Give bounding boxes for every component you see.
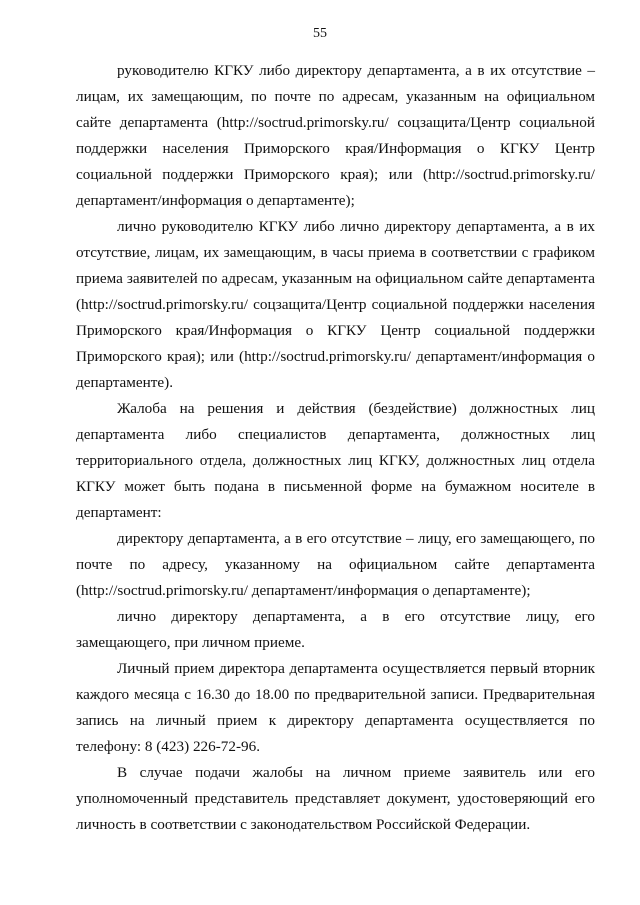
- paragraph-director-in-person: лично директору департамента, а в его отсутствие лицу, его замещающего, при личном приеме.: [76, 608, 595, 651]
- paragraph-identity-document: В случае подачи жалобы на личном приеме заявитель или его уполномоченный представитель представляет документ, удостоверяющий его личность в соответствии с законодательством Российской Федерации.: [76, 764, 595, 833]
- page-number: 55: [313, 26, 327, 41]
- paragraph-director-by-mail: директору департамента, а в его отсутствие – лицу, его замещающего, по почте по адресу, указанному на официальном сайте департамента (http://soctrud.primorsky.ru/ департамент/информация о департаменте);: [76, 530, 595, 599]
- paragraph-complaint-filing: Жалоба на решения и действия (бездействие) должностных лиц департамента либо специалистов департамента, должностных лиц территориального отдела, должностных лиц КГКУ, должностных лиц отдела КГКУ может быть подана в письменной форме на бумажном носителе в департамент:: [76, 400, 595, 521]
- paragraph-in-person-to-head: лично руководителю КГКУ либо лично директору департамента, а в их отсутствие, лицам, их замещающим, в часы приема в соответствии с графиком приема заявителей по адресам, указанным на официальном сайте департамента (http://soctrud.primorsky.ru/ соцзащита/Центр социальной поддержки населения Приморского края/Информация о КГКУ Центр социальной поддержки Приморского края); или (http://soctrud.primorsky.ru/ департамент/информация о департаменте).: [76, 218, 595, 391]
- paragraph-reception-schedule: Личный прием директора департамента осуществляется первый вторник каждого месяца с 16.30 до 18.00 по предварительной записи. Предварительная запись на личный прием к директору департамента осуществляется по телефону: 8 (423) 226-72-96.: [76, 660, 595, 755]
- paragraph-mail-to-head: руководителю КГКУ либо директору департамента, а в их отсутствие – лицам, их замещающим, по почте по адресам, указанным на официальном сайте департамента (http://soctrud.primorsky.ru/ соцзащита/Центр социальной поддержки населения Приморского края/Информация о КГКУ Центр социальной поддержки Приморского края); или (http://soctrud.primorsky.ru/ департамент/информация о департаменте);: [76, 62, 595, 209]
- body-text: [76, 58, 595, 838]
